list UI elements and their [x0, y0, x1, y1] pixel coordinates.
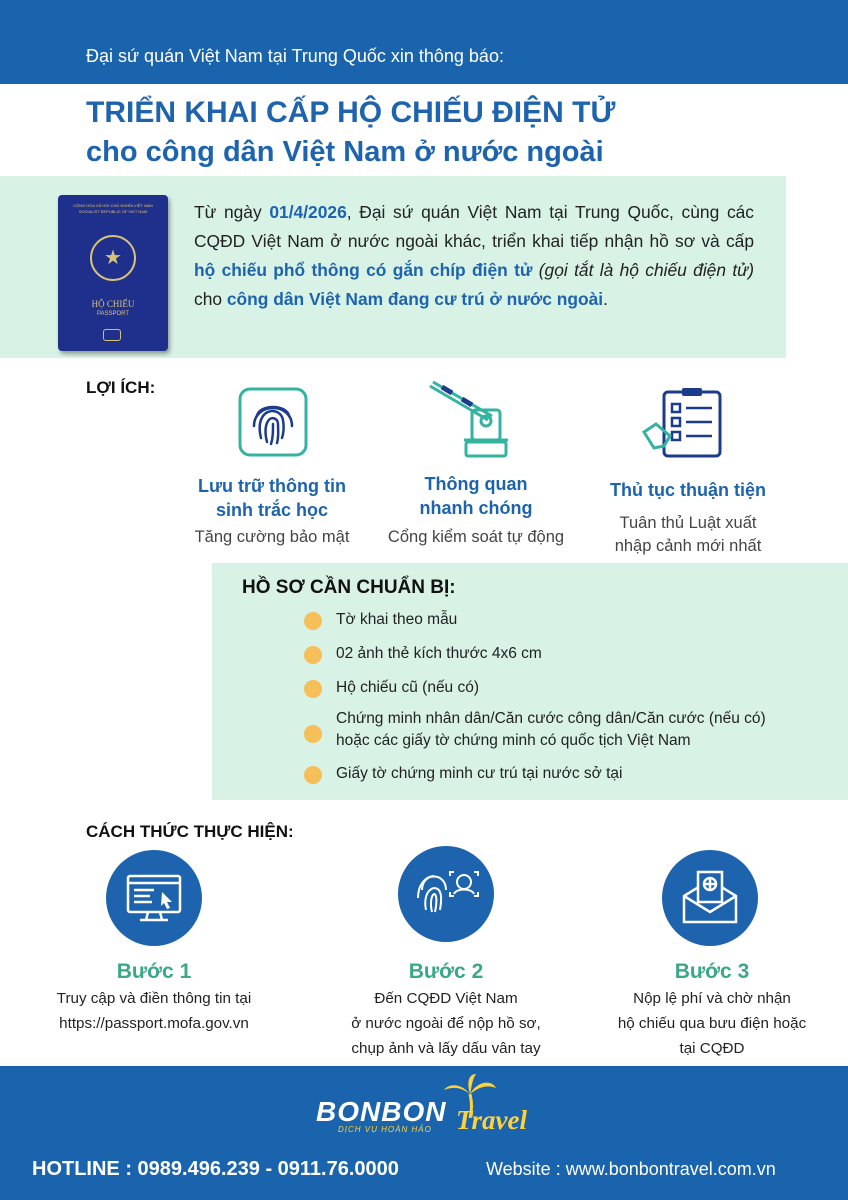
- document-item-line: hoặc các giấy tờ chứng minh có quốc tịch Việt Nam: [336, 732, 691, 749]
- step-3-title: Bước 3: [674, 960, 750, 983]
- hotline-text: HOTLINE : 0989.496.239 - 0911.76.0000: [32, 1158, 399, 1180]
- passport-header-text: CỘNG HÒA XÃ HỘI CHỦ NGHĨA VIỆT NAM SOCIALIST REPUBLIC OF VIET NAM: [73, 203, 153, 214]
- step-desc-line: Đến CQĐD Việt Nam: [374, 990, 518, 1007]
- benefit-title-3: Thủ tục thuận tiện: [610, 480, 766, 500]
- envelope-passport-icon: [662, 850, 758, 946]
- step-desc-line: Nộp lệ phí và chờ nhận: [633, 990, 791, 1007]
- intro-text: .: [603, 289, 608, 309]
- announcement-text: Đại sứ quán Việt Nam tại Trung Quốc xin thông báo:: [86, 46, 504, 66]
- intro-date: 01/4/2026: [269, 202, 347, 222]
- intro-text: Từ ngày: [194, 202, 270, 222]
- intro-text: cho: [194, 289, 227, 309]
- benefit-desc-3: [584, 512, 792, 558]
- website-link[interactable]: Website : www.bonbontravel.com.vn: [486, 1159, 776, 1179]
- intro-highlight: hộ chiếu phổ thông có gắn chíp điện tử: [194, 260, 533, 280]
- step-3-desc: [582, 986, 842, 1061]
- brand-logo: BONBON: [316, 1096, 447, 1127]
- step-desc-line: https://passport.mofa.gov.vn: [59, 1015, 249, 1032]
- brand-slogan: DỊCH VỤ HOÀN HẢO: [338, 1125, 432, 1134]
- benefit-desc-1: Tăng cường bảo mật: [194, 528, 350, 546]
- bullet-dot: [304, 680, 322, 698]
- bullet-dot: [304, 646, 322, 664]
- step-desc-line: tại CQĐD: [679, 1040, 745, 1057]
- step-1-desc: [24, 986, 284, 1036]
- documents-panel: [212, 563, 848, 800]
- document-item-line: Chứng minh nhân dân/Căn cước công dân/Căn cước (nếu có): [336, 710, 766, 727]
- benefit-title-line: Thông quan: [424, 474, 528, 494]
- benefit-desc-line: Tuân thủ Luật xuất: [619, 514, 757, 532]
- step-2-title: Bước 2: [408, 960, 484, 983]
- benefit-desc-line: nhập cảnh mới nhất: [614, 537, 762, 555]
- checklist-icon: [642, 388, 724, 460]
- benefit-title-line: Lưu trữ thông tin: [197, 476, 347, 496]
- bullet-dot: [304, 725, 322, 743]
- intro-paragraph: [194, 198, 754, 314]
- passport-name: HỘ CHIẾU: [91, 299, 135, 309]
- bullet-dot: [304, 766, 322, 784]
- passport-sub: PASSPORT: [96, 311, 130, 317]
- step-desc-line: ở nước ngoài để nộp hồ sơ,: [351, 1015, 541, 1032]
- steps-heading: CÁCH THỨC THỰC HIỆN:: [86, 822, 294, 841]
- bullet-dot: [304, 612, 322, 630]
- step-1-title: Bước 1: [116, 960, 192, 983]
- intro-highlight: công dân Việt Nam đang cư trú ở nước ngoài: [226, 289, 604, 309]
- header-banner: [0, 0, 848, 84]
- document-item: Tờ khai theo mẫu: [336, 611, 458, 628]
- barrier-gate-icon: [428, 376, 508, 460]
- computer-screen-icon: [106, 850, 202, 946]
- step-desc-line: chụp ảnh và lấy dấu vân tay: [351, 1040, 541, 1057]
- benefit-title-1: [172, 474, 372, 522]
- page-subtitle: cho công dân Việt Nam ở nước ngoài: [86, 136, 604, 168]
- step-desc-line: Truy cập và điền thông tin tại: [56, 990, 252, 1007]
- fingerprint-icon: [237, 386, 309, 458]
- chip-icon: [103, 329, 121, 341]
- step-desc-line: hộ chiếu qua bưu điện hoặc: [617, 1015, 807, 1032]
- face-fingerprint-scan-icon: [398, 846, 494, 942]
- step-3-circle: [662, 850, 758, 946]
- benefit-title-line: sinh trắc học: [215, 500, 329, 520]
- document-item: [336, 708, 848, 752]
- benefit-title-2: [368, 472, 584, 520]
- brand-logo-travel: Travel: [456, 1105, 527, 1135]
- benefit-title-line: nhanh chóng: [419, 498, 533, 518]
- passport-image: [58, 195, 168, 351]
- documents-heading: HỒ SƠ CẦN CHUẨN BỊ:: [242, 577, 456, 598]
- benefit-desc-2: Cổng kiểm soát tự động: [387, 528, 565, 546]
- step-2-circle: [398, 846, 494, 942]
- step-1-circle: [106, 850, 202, 946]
- step-2-desc: [316, 986, 576, 1061]
- document-item: 02 ảnh thẻ kích thước 4x6 cm: [336, 645, 542, 662]
- national-emblem-icon: [90, 235, 136, 281]
- intro-italic: (gọi tắt là hộ chiếu điện tử): [532, 260, 754, 280]
- intro-text: , Đại sứ quán Việt Nam tại Trung Quốc, cùng các CQĐD Việt Nam ở nước ngoài khác, triển khai tiếp nhận hồ sơ và cấp: [194, 202, 755, 251]
- document-item: Giấy tờ chứng minh cư trú tại nước sở tại: [336, 765, 623, 782]
- benefits-heading: LỢI ÍCH:: [86, 378, 156, 397]
- page-title: TRIỂN KHAI CẤP HỘ CHIẾU ĐIỆN TỬ: [86, 96, 616, 129]
- document-item: Hộ chiếu cũ (nếu có): [336, 679, 480, 696]
